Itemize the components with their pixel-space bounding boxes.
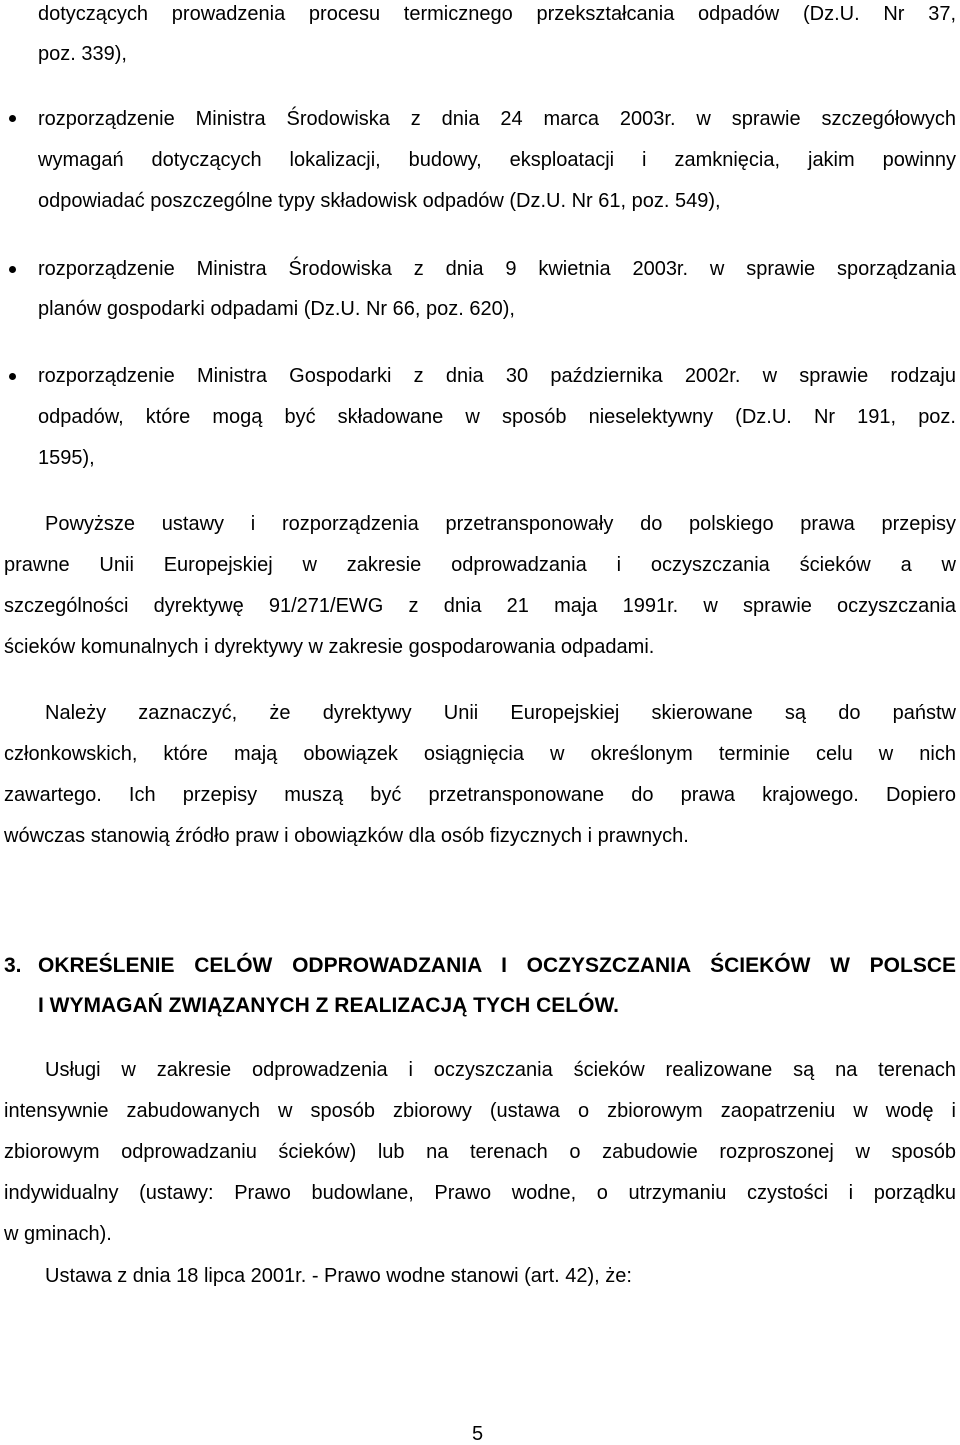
section-number: 3. <box>4 954 22 977</box>
bullet-marker <box>9 373 16 380</box>
paragraph-line: indywidualny (ustawy: Prawo budowlane, Prawo wodne, o utrzymaniu czystości i porządku <box>4 1182 956 1204</box>
paragraph-line: Powyższe ustawy i rozporządzenia przetransponowały do polskiego prawa przepisy <box>45 513 956 535</box>
section-title-line: I WYMAGAŃ ZWIĄZANYCH Z REALIZACJĄ TYCH CELÓW. <box>38 994 619 1017</box>
bullet-text-line: planów gospodarki odpadami (Dz.U. Nr 66, poz. 620), <box>38 298 515 320</box>
bullet-text-line: rozporządzenie Ministra Gospodarki z dnia 30 października 2002r. w sprawie rodzaju <box>38 365 956 387</box>
paragraph-line: zawartego. Ich przepisy muszą być przetransponowane do prawa krajowego. Dopiero <box>4 784 956 806</box>
bullet-text-line: odpadów, które mogą być składowane w sposób nieselektywny (Dz.U. Nr 191, poz. <box>38 406 956 428</box>
paragraph-line: zbiorowym odprowadzaniu ścieków) lub na terenach o zabudowie rozproszonej w sposób <box>4 1141 956 1163</box>
bullet-text-line: rozporządzenie Ministra Środowiska z dnia 9 kwietnia 2003r. w sprawie sporządzania <box>38 258 956 280</box>
paragraph-line: Należy zaznaczyć, że dyrektywy Unii Europejskiej skierowane są do państw <box>45 702 956 724</box>
bullet-marker <box>9 115 16 122</box>
bullet-text-line: odpowiadać poszczególne typy składowisk odpadów (Dz.U. Nr 61, poz. 549), <box>38 190 721 212</box>
bullet-text-line: 1595), <box>38 447 95 469</box>
paragraph-line: prawne Unii Europejskiej w zakresie odprowadzania i oczyszczania ścieków a w <box>4 554 956 576</box>
page-number: 5 <box>472 1423 484 1445</box>
paragraph-line: Usługi w zakresie odprowadzenia i oczyszczania ścieków realizowane są na terenach <box>45 1059 956 1081</box>
paragraph-line: w gminach). <box>4 1223 112 1245</box>
paragraph-line: ścieków komunalnych i dyrektywy w zakresie gospodarowania odpadami. <box>4 636 655 658</box>
paragraph-line: członkowskich, które mają obowiązek osiągnięcia w określonym terminie celu w nich <box>4 743 956 765</box>
paragraph-line: wówczas stanowią źródło praw i obowiązków dla osób fizycznych i prawnych. <box>4 825 689 847</box>
bullet-marker <box>9 266 16 273</box>
paragraph-line: intensywnie zabudowanych w sposób zbiorowy (ustawa o zbiorowym zaopatrzeniu w wodę i <box>4 1100 956 1122</box>
section-title-line: OKREŚLENIE CELÓW ODPROWADZANIA I OCZYSZCZANIA ŚCIEKÓW W POLSCE <box>38 954 956 977</box>
bullet-text-line: rozporządzenie Ministra Środowiska z dnia 24 marca 2003r. w sprawie szczegółowych <box>38 108 956 130</box>
paragraph-line: szczególności dyrektywę 91/271/EWG z dnia 21 maja 1991r. w sprawie oczyszczania <box>4 595 956 617</box>
list-continuation-line: dotyczących prowadzenia procesu termicznego przekształcania odpadów (Dz.U. Nr 37, <box>38 3 956 25</box>
paragraph-line: Ustawa z dnia 18 lipca 2001r. - Prawo wodne stanowi (art. 42), że: <box>45 1265 632 1287</box>
list-continuation-line: poz. 339), <box>38 43 127 65</box>
bullet-text-line: wymagań dotyczących lokalizacji, budowy, eksploatacji i zamknięcia, jakim powinny <box>38 149 956 171</box>
